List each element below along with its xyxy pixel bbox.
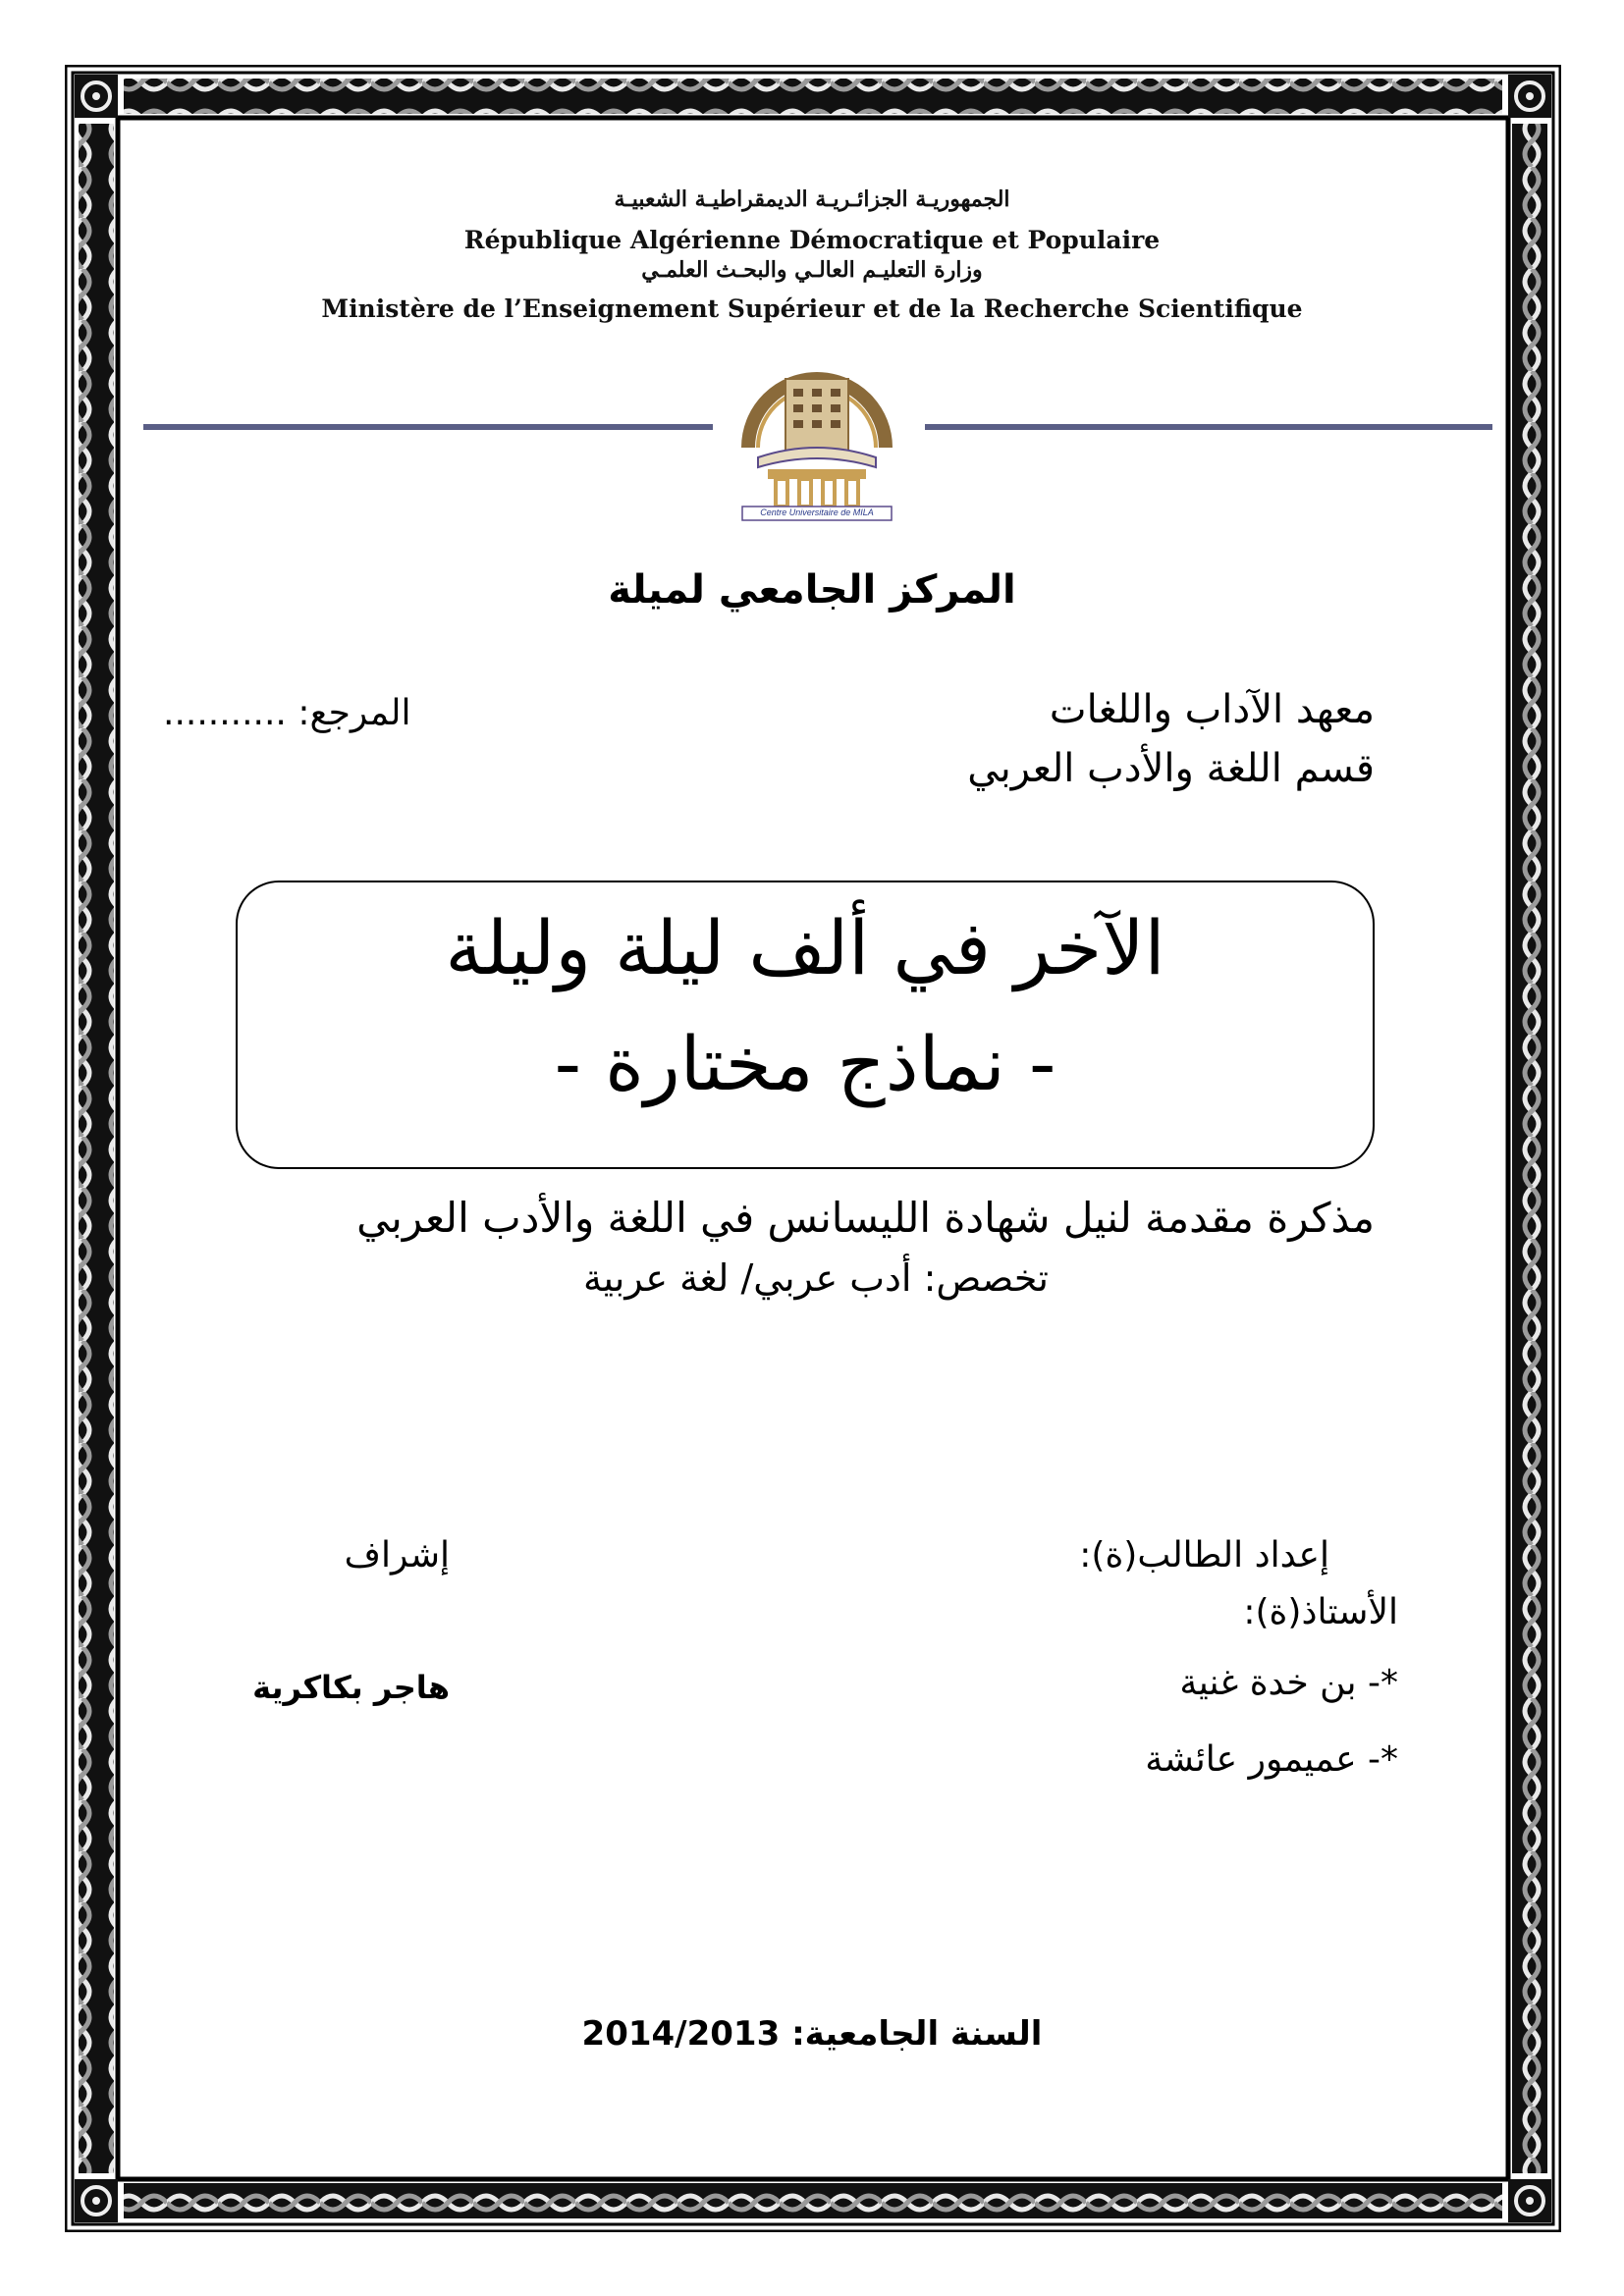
- corner-ornament-icon: [75, 2179, 118, 2222]
- university-name: المركز الجامعي لميلة: [608, 567, 1016, 613]
- student-name-2: *- عميمور عائشة: [1145, 1739, 1398, 1780]
- students-label: إعداد الطالب(ة):: [1079, 1535, 1329, 1575]
- ministry-french: Ministère de l’Enseignement Supérieur et de la Recherche Scientifique: [321, 294, 1303, 323]
- thesis-title-box: [236, 881, 1375, 1169]
- supervisor-name: هاجر بكاكرية: [252, 1669, 450, 1706]
- student-name-1: *- بن خدة غنية: [1179, 1663, 1398, 1703]
- institute-name: معهد الآداب واللغات: [1049, 687, 1375, 732]
- republic-french: République Algérienne Démocratique et Populaire: [463, 226, 1161, 254]
- ministry-arabic: وزارة التعليـم العالـي والبحـث العلمـي: [641, 257, 983, 283]
- thesis-title-line1: الآخر في ألف ليلة وليلة: [445, 904, 1165, 991]
- thesis-specialty: تخصص: أدب عربي/ لغة عربية: [582, 1256, 1049, 1300]
- corner-ornament-icon: [1508, 2179, 1551, 2222]
- students-label-line2: الأستاذ(ة):: [1243, 1592, 1398, 1632]
- republic-arabic: الجمهوريـة الجزائـريـة الديمقراطيـة الشعبيـة: [614, 187, 1010, 212]
- header-rule-right: [925, 424, 1492, 430]
- corner-ornament-icon: [1508, 75, 1551, 118]
- corner-ornament-icon: [75, 75, 118, 118]
- university-logo: [729, 340, 905, 524]
- reference-field: المرجع: ...........: [163, 693, 411, 733]
- thesis-title-line2: - نماذج مختارة -: [554, 1020, 1056, 1107]
- logo-caption: Centre Universitaire de MILA: [760, 507, 874, 517]
- university-building-icon: [729, 340, 905, 524]
- header-rule-left: [143, 424, 713, 430]
- department-name: قسم اللغة والأدب العربي: [967, 746, 1375, 791]
- thesis-purpose: مذكرة مقدمة لنيل شهادة الليسانس في اللغة والأدب العربي: [356, 1194, 1375, 1242]
- supervision-label: إشراف: [344, 1535, 450, 1575]
- academic-year: السنة الجامعية: 2014/2013: [581, 2014, 1043, 2054]
